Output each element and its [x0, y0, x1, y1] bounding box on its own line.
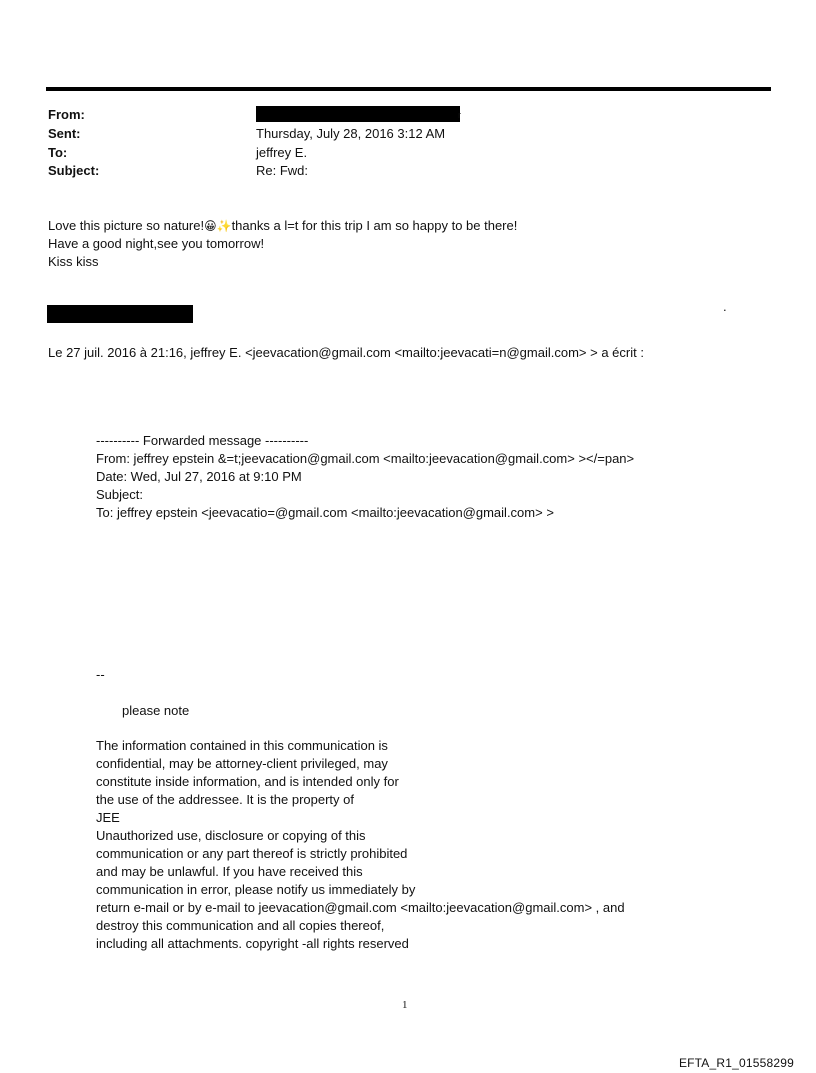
confidentiality-notice — [96, 737, 625, 953]
forward-from: From: jeffrey epstein &=t;jeevacation@gmail.com <mailto:jeevacation@gmail.com> ></=pan> — [96, 451, 635, 466]
sparkle-emoji-icon: ✨ — [216, 219, 232, 233]
notice-line: return e-mail or by e-mail to jeevacation@gmail.com <mailto:jeevacation@gmail.com> , and — [96, 900, 625, 915]
body-line-1-text: Love this picture so nature! — [48, 218, 205, 233]
subject-value: Re: Fwd: — [256, 163, 309, 178]
to-label: To: — [48, 145, 68, 160]
stray-mark: . — [723, 299, 727, 314]
notice-line: confidential, may be attorney-client privileged, may — [96, 756, 388, 771]
document-id: EFTA_R1_01558299 — [678, 1056, 794, 1070]
quote-line: Le 27 juil. 2016 à 21:16, jeffrey E. <jeevacation@gmail.com <mailto:jeevacati=n@gmail.com> > a écrit : — [48, 345, 644, 360]
signature-dash: -- — [96, 667, 105, 682]
body-line-3: Kiss kiss — [48, 254, 99, 269]
please-note: please note — [122, 703, 190, 718]
forward-subject: Subject: — [96, 487, 143, 502]
notice-line: The information contained in this communication is — [96, 738, 388, 753]
notice-line: and may be unlawful. If you have received this — [96, 864, 363, 879]
forward-to: To: jeffrey epstein <jeevacatio=@gmail.com <mailto:jeevacation@gmail.com> > — [96, 505, 554, 520]
subject-label: Subject: — [48, 163, 100, 178]
signature-redaction — [47, 305, 193, 323]
notice-line: communication or any part thereof is strictly prohibited — [96, 846, 408, 861]
sent-label: Sent: — [48, 126, 81, 141]
from-label: From: — [48, 107, 85, 122]
page-number: 1 — [402, 999, 408, 1011]
forward-separator: ---------- Forwarded message ---------- — [96, 433, 309, 448]
body-line-2: Have a good night,see you tomorrow! — [48, 236, 265, 251]
notice-line: constitute inside information, and is intended only for — [96, 774, 399, 789]
header-rule — [46, 87, 771, 91]
forward-date: Date: Wed, Jul 27, 2016 at 9:10 PM — [96, 469, 302, 484]
from-redaction — [256, 106, 460, 122]
notice-line: communication in error, please notify us immediately by — [96, 882, 416, 897]
notice-line: Unauthorized use, disclosure or copying of this — [96, 828, 366, 843]
notice-line: destroy this communication and all copies thereof, — [96, 918, 385, 933]
forwarded-message — [96, 432, 634, 522]
body-line-1-rest: thanks a l=t for this trip I am so happy to be there! — [231, 218, 518, 233]
to-value: jeffrey E. — [256, 145, 308, 160]
notice-line: including all attachments. copyright -all rights reserved — [96, 936, 409, 951]
notice-line: the use of the addressee. It is the property of — [96, 792, 354, 807]
from-trailing: r — [458, 110, 461, 120]
notice-line: JEE — [96, 810, 120, 825]
message-body — [48, 217, 517, 271]
sent-value: Thursday, July 28, 2016 3:12 AM — [256, 126, 446, 141]
grin-emoji-icon: 😀 — [204, 219, 217, 233]
body-line-1 — [48, 217, 517, 235]
